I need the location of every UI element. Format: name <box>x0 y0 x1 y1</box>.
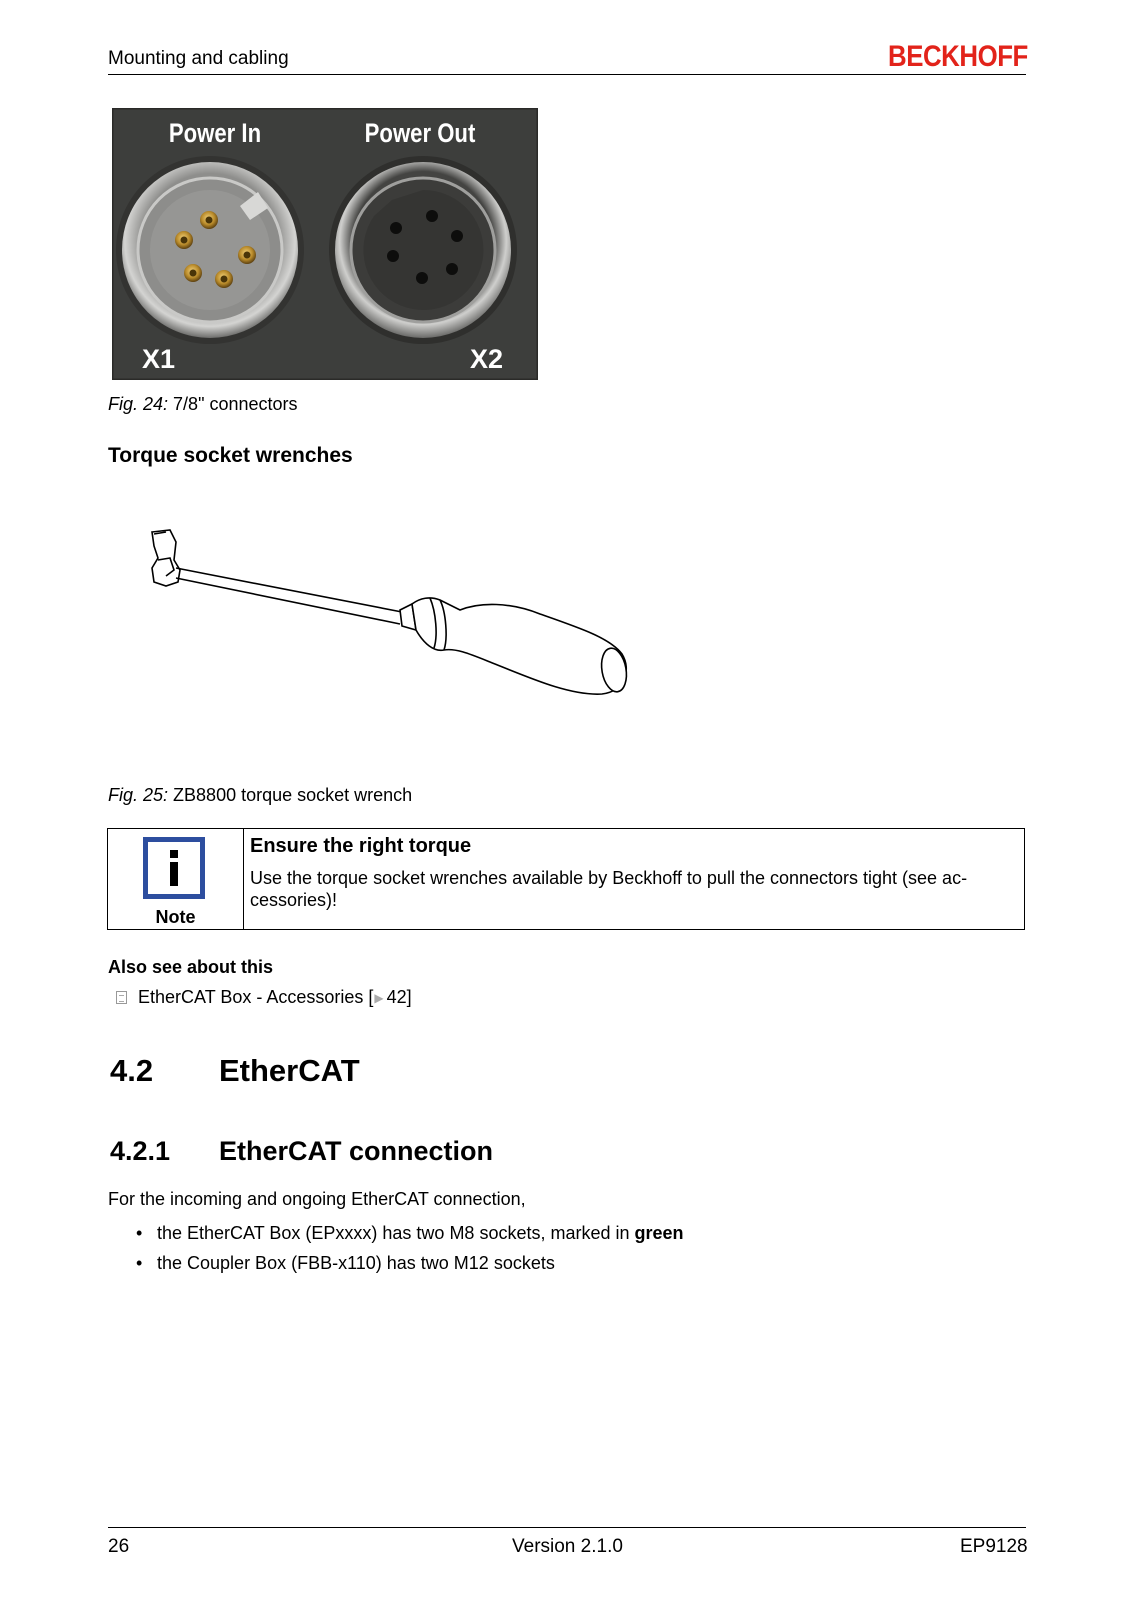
section-4-2-title: EtherCAT <box>219 1053 360 1088</box>
section-4-2-1-title: EtherCAT connection <box>219 1136 494 1166</box>
list-item: • the Coupler Box (FBB-x110) has two M12 sockets <box>136 1252 684 1282</box>
section-4-2-number: 4.2 <box>110 1053 154 1088</box>
x2-label: X2 <box>470 344 504 374</box>
footer-divider <box>108 1527 1026 1528</box>
green-emphasis: green <box>634 1223 684 1243</box>
section-4-2-1-number: 4.2.1 <box>110 1136 171 1166</box>
product-name: EP9128 <box>960 1536 1028 1557</box>
connection-bullet-list <box>136 1222 684 1282</box>
x1-label: X1 <box>142 344 176 374</box>
note-title: Ensure the right torque <box>250 835 472 857</box>
document-version: Version 2.1.0 <box>512 1536 623 1557</box>
also-see-link-text: EtherCAT Box - Accessories [ <box>138 987 374 1007</box>
info-icon <box>143 837 205 899</box>
power-out-label: Power Out <box>364 119 476 149</box>
connectors-photo <box>112 108 538 380</box>
also-see-link[interactable] <box>116 987 412 1008</box>
figure-25-caption-text: ZB8800 torque socket wrench <box>173 785 413 805</box>
torque-heading: Torque socket wrenches <box>108 444 353 467</box>
figure-24-caption-text: 7/8" connectors <box>173 394 298 414</box>
figure-24-caption <box>108 394 298 415</box>
figure-25-caption <box>108 785 412 806</box>
note-icon-cell <box>108 829 244 929</box>
document-icon <box>116 991 127 1004</box>
page-number: 26 <box>108 1536 130 1557</box>
figure-24-caption-label: Fig. 24: <box>108 394 169 414</box>
running-header-title: Mounting and cabling <box>108 48 289 69</box>
section-intro-paragraph: For the incoming and ongoing EtherCAT connection, <box>108 1189 526 1209</box>
header-divider <box>108 74 1026 75</box>
note-label: Note <box>155 907 196 927</box>
list-item: • the EtherCAT Box (EPxxxx) has two M8 sockets, marked in green <box>136 1222 684 1252</box>
note-text: Use the torque socket wrenches available by Beckhoff to pull the connectors tight (see ac-cessories)! <box>250 868 968 910</box>
power-in-label: Power In <box>168 119 262 149</box>
page-arrow-icon: ▶ <box>374 990 384 1005</box>
beckhoff-logo: BECKHOFF <box>888 40 1028 73</box>
also-see-link-page: 42] <box>386 987 412 1007</box>
torque-wrench-drawing <box>140 520 650 720</box>
figure-25-caption-label: Fig. 25: <box>108 785 169 805</box>
note-box <box>107 828 1025 930</box>
also-see-title: Also see about this <box>108 957 274 977</box>
